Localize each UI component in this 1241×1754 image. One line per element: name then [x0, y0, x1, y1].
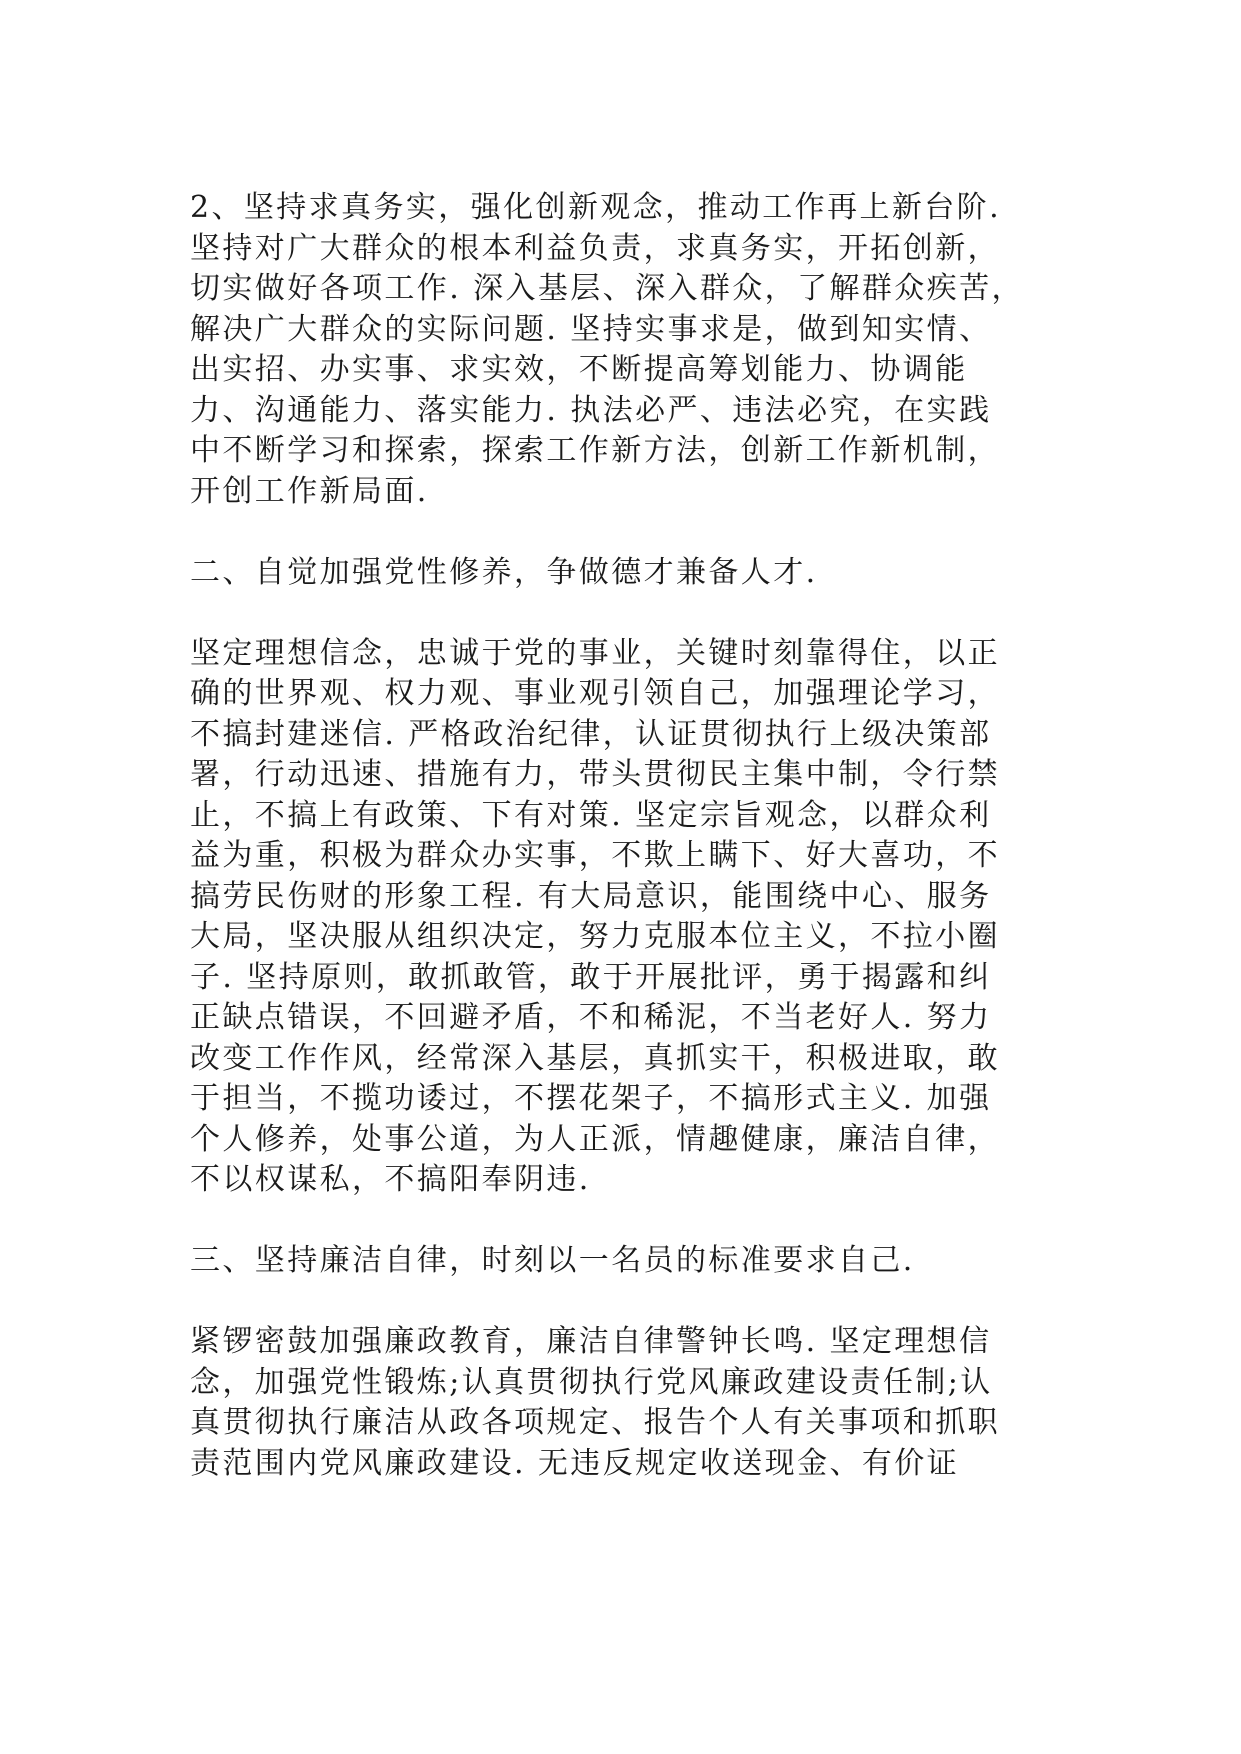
text-line: 紧锣密鼓加强廉政教育，廉洁自律警钟长鸣. 坚定理想信 [190, 1324, 992, 1359]
text-line: 于担当，不揽功诿过，不摆花架子，不搞形式主义. 加强 [190, 1081, 992, 1116]
text-line: 不以权谋私，不搞阳奉阴违. [190, 1162, 591, 1197]
document-page [190, 188, 1070, 1525]
text-line: 责范围内党风廉政建设. 无违反规定收送现金、有价证 [190, 1445, 960, 1481]
text-line: 止，不搞上有政策、下有对策. 坚定宗旨观念，以群众利 [190, 797, 992, 833]
text-line: 署，行动迅速、措施有力，带头贯彻民主集中制，令行禁 [190, 757, 1000, 792]
paragraph-integrity [190, 1322, 1070, 1484]
section-heading-2 [190, 553, 1070, 594]
text-line: 正缺点错误，不回避矛盾，不和稀泥，不当老好人. 努力 [190, 1000, 992, 1035]
text-line: 改变工作作风，经常深入基层，真抓实干，积极进取，敢 [190, 1040, 1000, 1076]
section-heading-3 [190, 1241, 1070, 1282]
text-line: 解决广大群众的实际问题. 坚持实事求是，做到知实情、 [190, 311, 992, 347]
text-line: 大局，坚决服从组织决定，努力克服本位主义，不拉小圈 [190, 919, 1000, 954]
text-line: 坚定理想信念，忠诚于党的事业，关键时刻靠得住，以正 [190, 635, 1000, 671]
text-line: 中不断学习和探索，探索工作新方法，创新工作新机制， [190, 433, 1000, 468]
text-line: 个人修养，处事公道，为人正派，情趣健康，廉洁自律， [190, 1121, 1000, 1157]
heading-line: 三、坚持廉洁自律，时刻以一名员的标准要求自己. [190, 1243, 915, 1278]
text-line: 确的世界观、权力观、事业观引领自己，加强理论学习， [190, 676, 1000, 711]
text-line: 子. 坚持原则，敢抓敢管，敢于开展批评，勇于揭露和纠 [190, 959, 992, 995]
text-line: 不搞封建迷信. 严格政治纪律，认证贯彻执行上级决策部 [190, 716, 992, 752]
text-line: 益为重，积极为群众办实事，不欺上瞒下、好大喜功，不 [190, 838, 1000, 873]
paragraph-innovation [190, 188, 1070, 512]
heading-line: 二、自觉加强党性修养，争做德才兼备人才. [190, 554, 818, 590]
text-line: 出实招、办实事、求实效，不断提高筹划能力、协调能 [190, 352, 968, 387]
text-line: 坚持对广大群众的根本利益负责，求真务实，开拓创新， [190, 230, 1000, 266]
text-line: 切实做好各项工作. 深入基层、深入群众，了解群众疾苦， [190, 271, 1024, 306]
text-line: 开创工作新局面. [190, 473, 429, 509]
text-line: 力、沟通能力、落实能力. 执法必严、违法必究，在实践 [190, 392, 992, 428]
text-line: 念，加强党性锻炼;认真贯彻执行党风廉政建设责任制;认 [190, 1364, 993, 1400]
paragraph-party-spirit [190, 634, 1070, 1201]
text-line: 真贯彻执行廉洁从政各项规定、报告个人有关事项和抓职 [190, 1405, 1000, 1440]
text-line: 2、坚持求真务实，强化创新观念，推动工作再上新台阶. [190, 190, 1002, 225]
text-line: 搞劳民伤财的形象工程. 有大局意识，能围绕中心、服务 [190, 878, 992, 914]
